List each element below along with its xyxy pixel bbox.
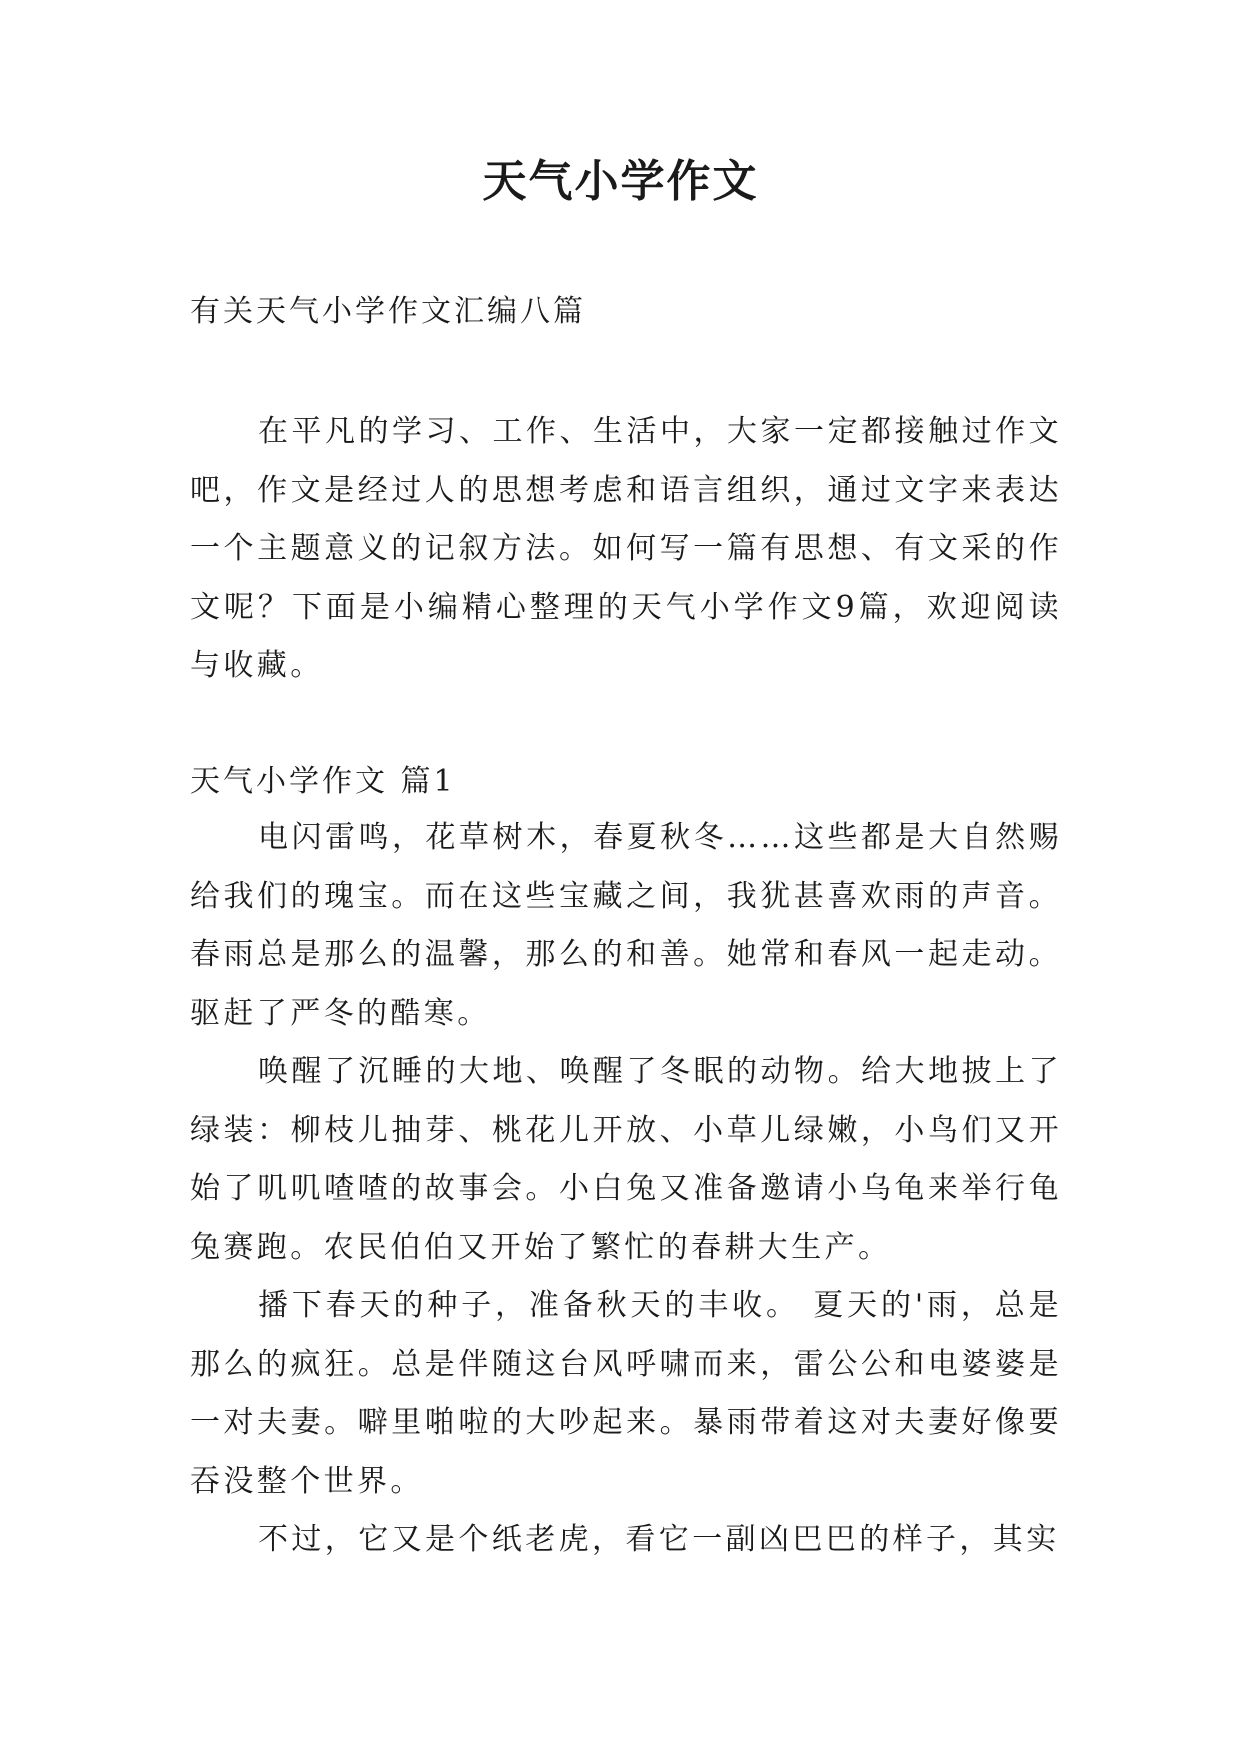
body-paragraph: 不过，它又是个纸老虎，看它一副凶巴巴的样子，其实 (258, 1522, 1060, 1557)
body-paragraph: 播下春天的种子，准备秋天的丰收。 夏天的'雨，总是那么的疯狂。总是伴随这台风呼啸而来，雷公公和电婆婆是一对夫妻。噼里啪啦的大吵起来。暴雨带着这对夫妻好像要吞没整个世界。 (190, 1288, 1062, 1499)
body-paragraph: 唤醒了沉睡的大地、唤醒了冬眠的动物。给大地披上了绿装：柳枝儿抽芽、桃花儿开放、小草儿绿嫩，小鸟们又开始了叽叽喳喳的故事会。小白兔又准备邀请小乌龟来举行龟兔赛跑。农民伯伯又开始了繁忙的春耕大生产。 (190, 1054, 1062, 1265)
document-title: 天气小学作文 (482, 156, 759, 207)
document-subtitle: 有关天气小学作文汇编八篇 (190, 294, 586, 329)
section-heading: 天气小学作文 篇1 (190, 764, 456, 799)
intro-paragraph: 在平凡的学习、工作、生活中，大家一定都接触过作文吧，作文是经过人的思想考虑和语言组织，通过文字来表达一个主题意义的记叙方法。如何写一篇有思想、有文采的作文呢？下面是小编精心整理的天气小学作文9篇，欢迎阅读与收藏。 (190, 414, 1062, 683)
body-paragraph: 电闪雷鸣，花草树木，春夏秋冬……这些都是大自然赐给我们的瑰宝。而在这些宝藏之间，我犹甚喜欢雨的声音。春雨总是那么的温馨，那么的和善。她常和春风一起走动。驱赶了严冬的酷寒。 (190, 820, 1062, 1031)
